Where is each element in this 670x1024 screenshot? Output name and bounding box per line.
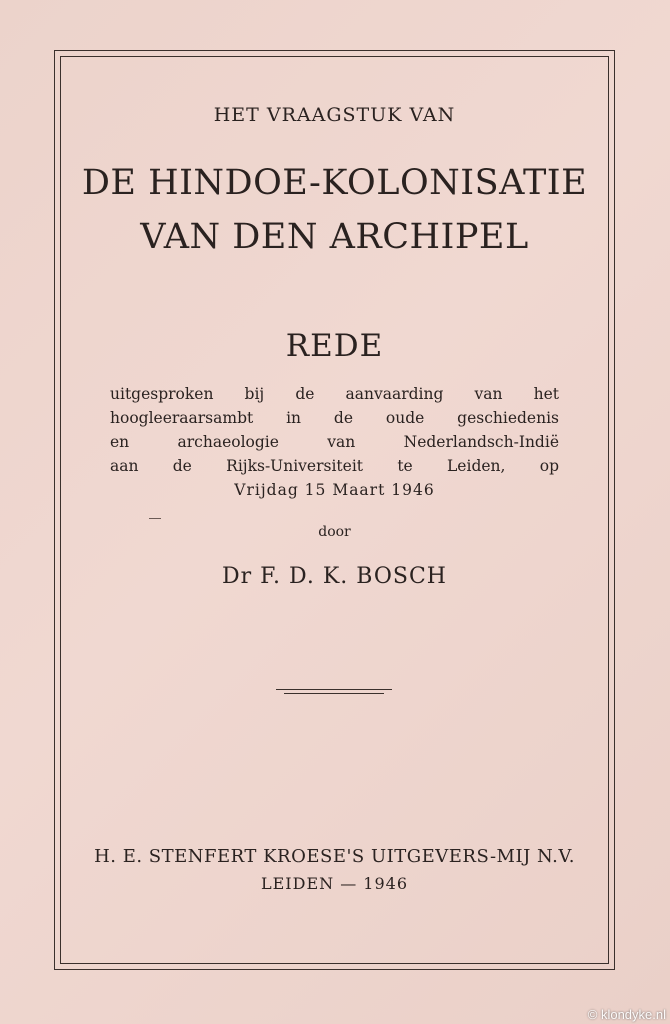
heading-rede: REDE: [285, 328, 384, 364]
oration-description: [110, 382, 559, 502]
rule-line-top: [276, 689, 392, 690]
by-label: door: [318, 524, 351, 540]
description-date-line: Vrijdag 15 Maart 1946: [234, 481, 435, 499]
watermark-text: © klondyke.nl: [587, 1007, 666, 1022]
stray-mark: [149, 518, 161, 519]
rule-line-bottom: [284, 693, 384, 694]
title-prefix: HET VRAAGSTUK VAN: [213, 104, 456, 126]
description-line: en archaeologie van Nederlandsch-Indië: [110, 433, 559, 451]
publisher-name: H. E. STENFERT KROESE'S UITGEVERS-MIJ N.V.: [94, 846, 575, 867]
title-line-2: VAN DEN ARCHIPEL: [140, 217, 529, 257]
description-line: uitgesproken bij de aanvaarding van het: [110, 385, 559, 403]
title-line-1: DE HINDOE-KOLONISATIE: [81, 163, 588, 203]
description-line: aan de Rijks-Universiteit te Leiden, op: [110, 457, 559, 475]
decorative-rule: [276, 689, 392, 694]
publication-place-year: LEIDEN — 1946: [260, 874, 409, 893]
description-line: hoogleeraarsambt in de oude geschiedenis: [110, 409, 559, 427]
author-name: Dr F. D. K. BOSCH: [222, 564, 447, 589]
